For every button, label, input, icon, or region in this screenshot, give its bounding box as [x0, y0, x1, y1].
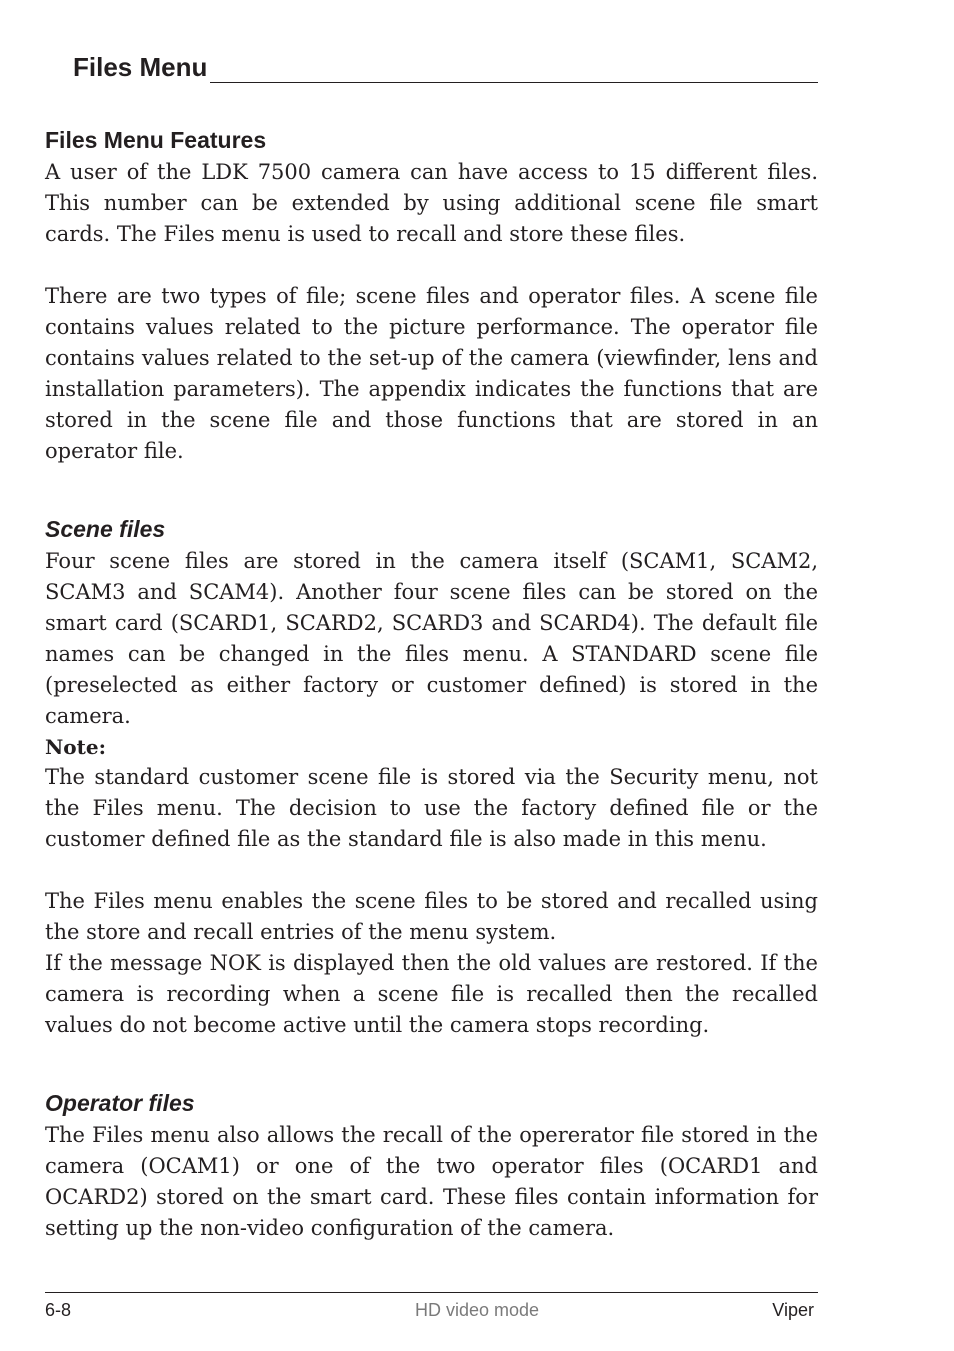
footer-rule	[45, 1292, 818, 1293]
scene-files-paragraph-3: If the message NOK is displayed then the old values are restored. If the camera is recording when a scene file is recalled then the recalled values do not become active until the camera stops recording.	[45, 951, 818, 1037]
features-paragraph-2: There are two types of file; scene files and operator files. A scene file contains values related to the picture performance. The operator file contains values related to the set-up of the camera (viewfinder, lens and installation parameters). The appendix indicates the functions that are stored in the scene file and those functions that are stored in an operator file.	[45, 284, 818, 463]
section-heading-features: Files Menu Features	[45, 127, 267, 153]
operator-files-paragraph-1: The Files menu also allows the recall of the opererator file stored in the camera (OCAM1) or one of the two operator files (OCARD1 and OCARD2) stored on the smart card. These files contain information for setting up the non-video configuration of the camera.	[45, 1123, 818, 1240]
section-heading-operator-files: Operator files	[45, 1090, 195, 1116]
scene-files-paragraph-1: Four scene files are stored in the camera itself (SCAM1, SCAM2, SCAM3 and SCAM4). Another four scene files can be stored on the smart card (SCARD1, SCARD2, SCARD3 and SCARD4). The default file names can be changed in the files menu. A STANDARD scene file (preselected as either factory or customer defined) is stored in the camera.	[45, 549, 818, 728]
section-heading-scene-files: Scene files	[45, 516, 166, 542]
page-header	[45, 52, 818, 83]
page-number: 6-8	[45, 1300, 72, 1320]
footer-product-name: Viper	[772, 1300, 814, 1320]
scene-files-paragraph-2: The Files menu enables the scene files to be stored and recalled using the store and recall entries of the menu system.	[45, 889, 818, 944]
note-text: The standard customer scene file is stored via the Security menu, not the Files menu. The decision to use the factory defined file or the customer defined file as the standard file is also made in this menu.	[45, 765, 818, 851]
features-paragraph-1: A user of the LDK 7500 camera can have access to 15 different files. This number can be extended by using additional scene file smart cards. The Files menu is used to recall and store these files.	[45, 160, 818, 246]
page-title: Files Menu	[45, 52, 210, 83]
note-label: Note:	[45, 735, 106, 759]
footer-section-name: HD video mode	[414, 1300, 540, 1320]
